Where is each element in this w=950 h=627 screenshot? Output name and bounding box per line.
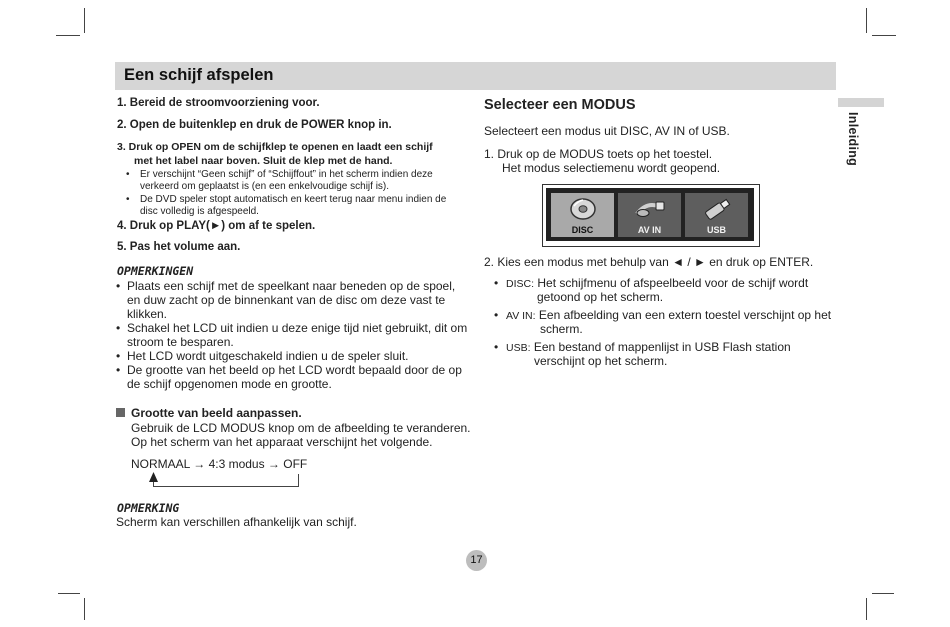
note-4-cont: de schijf opgenomen mode en grootte.: [127, 377, 332, 391]
mode-step-2: 2. Kies een modus met behulp van ◄ / ► en druk op ENTER.: [484, 255, 814, 269]
page-number: 17: [466, 550, 487, 571]
notes-heading: OPMERKINGEN: [117, 264, 194, 278]
disc-bullet: • DISC: Het schijfmenu of afspeelbeeld voor de schijf wordt: [494, 276, 809, 290]
size-heading: Grootte van beeld aanpassen.: [131, 406, 302, 420]
side-tab-label: Inleiding: [846, 112, 860, 167]
disc-mode-tile[interactable]: [551, 193, 614, 237]
note-text: Scherm kan verschillen afhankelijk van schijf.: [116, 515, 357, 529]
usb-bullet-cont: verschijnt op het scherm.: [534, 354, 668, 368]
crop-mark: [58, 593, 80, 594]
size-text-2: Op het scherm van het apparaat verschijnt het volgende.: [131, 435, 433, 449]
sub-bullet-1-cont: verkeerd om geplaatst is (en een enkelvoudige schijf is).: [140, 181, 390, 192]
sub-bullet-2: • De DVD speler stopt automatisch en keert terug naar menu indien de: [126, 194, 447, 205]
note-4: • De grootte van het beeld op het LCD wordt bepaald door de op: [116, 363, 462, 377]
av-in-label: AV IN: [637, 225, 662, 235]
step-4: 4. Druk op PLAY(►) om af te spelen.: [117, 220, 316, 232]
mode-step-1: 1. Druk op de MODUS toets op het toestel.: [484, 147, 713, 161]
section-square-marker: [116, 408, 125, 417]
mode-menu-panel: [546, 188, 754, 241]
disc-icon: [570, 197, 596, 221]
sub-bullet-1: • Er verschijnt “Geen schijf” of “Schijffout” in het scherm indien deze: [126, 169, 433, 180]
crop-mark: [866, 598, 867, 620]
usb-stick-icon: [701, 197, 733, 221]
note-heading: OPMERKING: [117, 501, 180, 515]
cycle-line-bottom: [153, 486, 299, 487]
section-title: Een schijf afspelen: [124, 66, 274, 84]
av-in-mode-tile[interactable]: [618, 193, 681, 237]
mode-cycle-text: NORMAAL → 4:3 modus → OFF: [131, 457, 308, 471]
step-5: 5. Pas het volume aan.: [117, 241, 241, 253]
step-1: 1. Bereid de stroomvoorziening voor.: [117, 97, 320, 109]
note-2-cont: stroom te besparen.: [127, 335, 234, 349]
size-text-1: Gebruik de LCD MODUS knop om de afbeelding te veranderen.: [131, 421, 471, 435]
av-cable-icon: [634, 198, 666, 220]
crop-mark: [866, 8, 867, 33]
mode-intro: Selecteert een modus uit DISC, AV IN of USB.: [484, 124, 730, 138]
sub-bullet-2-cont: disc volledig is afgespeeld.: [140, 206, 259, 217]
note-1-cont-b: klikken.: [127, 307, 168, 321]
disc-bullet-cont: getoond op het scherm.: [537, 290, 664, 304]
usb-label: USB: [706, 225, 726, 235]
mode-selection-menu: [542, 184, 760, 247]
av-in-bullet: • AV IN: Een afbeelding van een extern toestel verschijnt op het: [494, 308, 832, 322]
note-1: • Plaats een schijf met de speelkant naar beneden op de spoel,: [116, 279, 456, 293]
disc-label: DISC: [571, 225, 594, 235]
crop-mark: [872, 593, 894, 594]
cycle-arrowhead-icon: [148, 472, 159, 482]
section-header: [115, 62, 836, 90]
step-3-line-1: 3. Druk op OPEN om de schijfklep te openen en laadt een schijf: [117, 141, 433, 153]
note-3: • Het LCD wordt uitgeschakeld indien u de speler sluit.: [116, 349, 409, 363]
mode-heading: Selecteer een MODUS: [484, 97, 636, 113]
av-in-bullet-cont: scherm.: [540, 322, 583, 336]
usb-bullet: • USB: Een bestand of mappenlijst in USB Flash station: [494, 340, 791, 354]
usb-mode-tile[interactable]: [685, 193, 748, 237]
step-2: 2. Open de buitenklep en druk de POWER knop in.: [117, 119, 392, 131]
note-1-cont-a: en duw zacht op de binnenkant van de disc om deze vast te: [127, 293, 446, 307]
step-3-line-2: met het label naar boven. Sluit de klep met de hand.: [134, 155, 393, 167]
side-tab-bar: [838, 98, 884, 107]
note-2: • Schakel het LCD uit indien u deze enige tijd niet gebruikt, dit om: [116, 321, 468, 335]
mode-step-1-cont: Het modus selectiemenu wordt geopend.: [502, 161, 721, 175]
crop-mark: [84, 598, 85, 620]
crop-mark: [56, 35, 80, 36]
crop-mark: [84, 8, 85, 33]
crop-mark: [872, 35, 896, 36]
